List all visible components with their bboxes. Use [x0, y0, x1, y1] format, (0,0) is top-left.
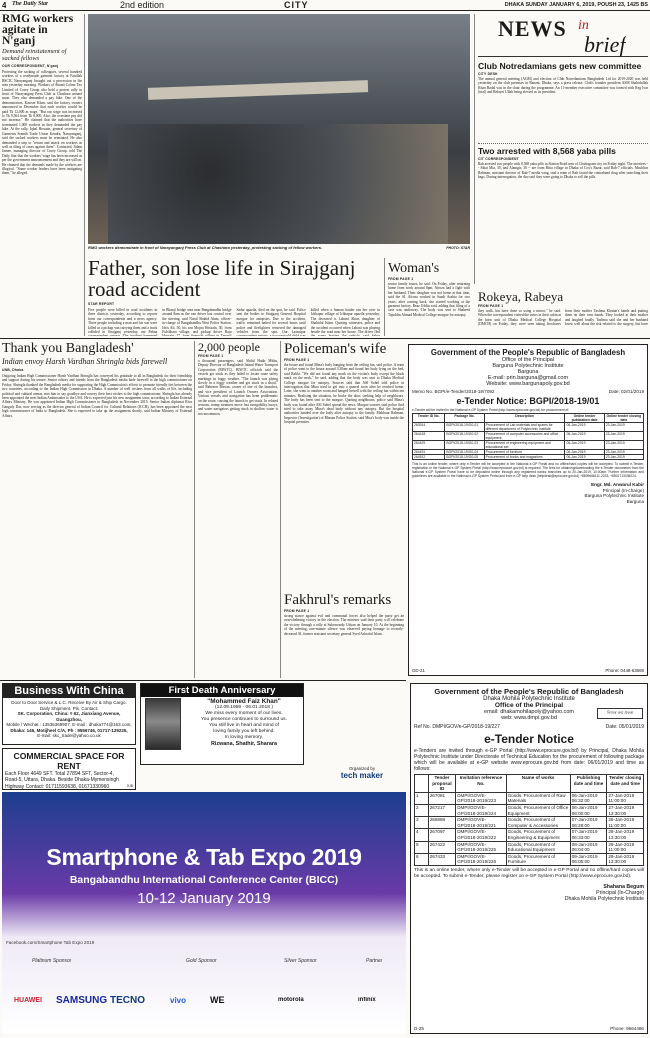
business-line-6: E-mail: skc_trade@yahoo.co.uk — [37, 733, 101, 738]
cell: 06-Jan-2019 06:00:00 — [570, 804, 607, 816]
brief-item2-byline: CIT CORRESPONDENT — [478, 157, 519, 161]
dhaka-signer-role: Principal (In-Charge) — [596, 889, 644, 896]
col-header: Tender proposal ID — [428, 775, 455, 793]
rmg-subhead: Demand reinstatement of sacked fellows — [2, 48, 67, 62]
dhaka-signature — [414, 884, 644, 903]
col-header: Tender closing date and time — [607, 775, 644, 793]
cell: Procurement of furniture — [484, 450, 565, 455]
sponsor-logo-huawei: HUAWEI — [14, 997, 42, 1004]
table-row — [415, 792, 644, 804]
cell: 267422 — [428, 841, 455, 853]
barguna-table — [412, 413, 644, 460]
rmg-photo-caption — [88, 245, 470, 253]
people-kicker: FROM PAGE 1 — [198, 354, 224, 358]
policeman-article — [284, 341, 404, 591]
dhaka-stamp: নিজস্ব ক্রয় প্রকল্প — [597, 708, 643, 719]
barguna-footer — [412, 668, 644, 673]
table-row — [415, 804, 644, 816]
dhaka-footer — [414, 1026, 644, 1031]
cell: BGPI/2018-19/G0-05 — [445, 455, 484, 460]
brief-item2-title: Two arrested with 8,568 yaba pills — [478, 146, 616, 156]
dhaka-email: email: dhakamohilapoly@yahoo.com — [484, 709, 574, 715]
commercial-space-ad — [2, 748, 136, 790]
barguna-signer-inst: Barguna Polytechnic Institute — [584, 493, 644, 499]
cell: 267097 — [428, 829, 455, 841]
col-header: Online tender closing date — [604, 414, 643, 423]
cell: Goods, Procurement of Furniture — [506, 853, 570, 865]
silver-label: Silver Sponsor — [284, 958, 317, 964]
sponsor-logo-tecno: TECNO — [110, 995, 145, 1006]
cell: Goods, Procurement of Engineering & Equipment — [506, 829, 570, 841]
barguna-inst: Barguna Polytechnic Institute — [492, 363, 564, 369]
masthead — [0, 0, 650, 11]
cell: 06-Jan-2019 — [565, 450, 604, 455]
col-header — [415, 775, 429, 793]
death-line-3: You still live in heart and mind of — [209, 723, 279, 728]
cell: 23-Jan-2019 — [604, 423, 643, 432]
dhaka-phone: Phone: 9664486 — [610, 1026, 644, 1031]
col-header: Publishing date and time — [570, 775, 607, 793]
brief-logo-brief: brief — [584, 32, 626, 57]
fakhrul-article — [284, 592, 404, 678]
people-headline: 2,000 people — [198, 341, 260, 354]
cell: 23-Jan-2019 — [604, 432, 643, 441]
cell: 1 — [415, 792, 429, 804]
cell: 264418 — [413, 432, 445, 441]
barguna-place: Barguna — [517, 369, 539, 375]
cell: Procurement of computer accessories and office equipment — [484, 432, 565, 441]
dhaka-code: D-25 — [414, 1026, 424, 1031]
barguna-date: Date: 02/01/2019 — [608, 389, 644, 394]
barguna-signer-role: Principal (In-charge) — [602, 487, 644, 493]
business-line-4: Mobile / Wechat : 13535369907, E-mail : dhaka774@163.com, — [6, 722, 132, 727]
dhaka-intro: e-Tenders are invited through e-GP Portal (http://www.eprocure.gov.bd) by Principal, Dhaka Mohila Polytechnic Institute under Directorate of Technical Education for the procurement of following package which will be available at e-GP website www.eprocure.gov.bd from date: 06/01/2019 and time as follows: — [414, 748, 644, 772]
barguna-intro: e-Tender will be invited in the National e-GP System Portal (http://www.eprocure.gov.bd) for procurement of: — [412, 408, 570, 412]
people-article — [198, 341, 278, 678]
cell: Goods, Procurement of Educational Equipment — [506, 841, 570, 853]
cell: 27-Jan-2019 11:00:00 — [607, 792, 644, 804]
rmg-caption-text: RMG workers demonstrate in front of Narayanganj Press Club at Chashara yesterday, protesting sacking of fellow workers. — [88, 245, 323, 250]
cell: DMPI/GOV/E-GP/2018-2019/221 — [456, 817, 506, 829]
expo-venue: Bangabandhu International Conference Center (BICC) — [69, 874, 339, 886]
business-line-2: Daily Shipment. Pls. Contact: — [39, 705, 99, 711]
commercial-code: DJB — [126, 784, 133, 788]
fakhrul-headline: Fakhrul's remarks — [284, 592, 392, 608]
dhaka-table — [414, 774, 644, 866]
sponsor-logo-motorola: motorola — [278, 997, 304, 1003]
cell: Goods, Procurement of Office Equipment — [507, 804, 569, 816]
cell: 28-Jan-2019 13:30:00 — [607, 829, 644, 841]
edition-label: 2nd edition — [120, 0, 165, 10]
cell: Procurement of engineering equipment and educational set — [484, 441, 565, 450]
cell: 06-Jan-2019 — [565, 441, 604, 450]
policeman-headline: Policeman's wife — [284, 341, 387, 357]
table-row — [413, 441, 644, 450]
cell: Procurement of books and magazines — [484, 455, 565, 460]
cell: 06-Jan-2019 — [565, 455, 604, 460]
woman-body: senior family issues, he said. On Friday, after returning home from work around 8pm, Afroza had a fight with her husband. Their daughter was not home at that time, said the SI. Afroza worked in Saudi Arabia for two years; after coming back, she started working at the garment factory. Reaz Uddin said, adding that filing of a case was underway. The body was sent to Shaheed Tajuddin Ahmad Medical College morgue for autopsy. — [388, 282, 470, 317]
cell: DMPI/GOV/E-GP/2018-2019/222 — [456, 829, 506, 841]
sponsor-logo-infinix: infinix — [358, 997, 376, 1003]
dhaka-signer: Shahana Begum — [603, 883, 644, 890]
policeman-body: the house and found Mina's body hanging from the ceiling fan, said police. A team of police went to the house around 3.30am and found her body lying on the bed, said Rabbi. "We did not found any mark on the victim's body except the black mark on the neck," he said, adding that the body was sent to Dhaka Medical College morgue for autopsy. Sources said that ASI Sohel told police in interrogation that Mina tried to get into a quarrel soon after he reached home. Later, she went to another room and hanged herself with the ceiling fan within ten minutes. Realising the situation, he broke the door, seeking help of neighbours. The body has been sent to the morgue. Quoting neighbours, police said Mina's body was found after ASI Sohel spread the news. Morgue sources said police find tried to take away Mina's dead body without any autopsy. But the hospital authorities handed over the body after autopsy to the family. Mahbuur Rahman, Inspector (Investigation) of Bhasan Police Station, said Mira's body was inside the hospital premises. — [284, 363, 404, 425]
cell: 4 — [415, 829, 429, 841]
barguna-gov: Government of the People's Republic of Bangladesh — [430, 348, 626, 357]
table-header — [415, 775, 644, 793]
dhaka-ref-row — [414, 724, 644, 730]
commercial-line-3: Highway Contact: 01711593638, 01671330960 — [5, 783, 110, 790]
people-body: a thousand passengers, said Abdul Hadir Mithu, Deputy Director of Bangladesh Inland Water Transport Corporation (BIWTC). BIWTC officials said the vessels got stuck as they failed to locate route safety markings in foggy weather. "The launch was plying slowly in a foggy weather and got stuck in a shoal," said Rabeeon Biswas, owner of one of the launches, and vice president of Launch Owners Association. Various vessels and navigation has been problematic on the route, causing the launch to get stuck. In related seasons, tramp steamers move fast navigability buoys, and water navigators getting stuck in shallow water is not uncommon. — [198, 359, 278, 416]
table-header — [413, 414, 644, 423]
smartphone-expo-ad — [2, 792, 406, 1034]
fakhrul-body: strong stance against evil and communal forces also helped the party get an overwhelming victory in the election. The minister said their party will celebrate the victory through a rally at Suhrawardy Udyan on January 10. At the beginning of the meeting, one-minute silence was observed paying homage to recently-deceased AL former assistant secretary general Syed Ashraful Islam. — [284, 614, 404, 636]
cell: 08-Jan-2019 06:04:00 — [570, 841, 607, 853]
cell: BGPI/2018-19/G0-04 — [445, 450, 484, 455]
table-row — [413, 423, 644, 432]
cell: 07-Jan-2019 06:28:00 — [570, 817, 607, 829]
page-number: 4 — [2, 1, 7, 10]
cell: 263914 — [413, 423, 445, 432]
cell: 29-Jan-2019 13:30:00 — [607, 853, 644, 865]
table-row — [413, 432, 644, 441]
brief-logo — [478, 14, 648, 57]
barguna-email: E-mail: prin.barguna@gmail.com — [487, 375, 569, 381]
woman-kicker: FROM PAGE 1 — [388, 277, 414, 281]
brief-logo-news: NEWS — [498, 16, 567, 41]
dhaka-signer-inst: Dhaka Mohila Polytechnic Institute — [564, 896, 644, 903]
cell: 3 — [415, 817, 429, 829]
cell: Goods, Procurement of Computer & Accessories — [506, 817, 570, 829]
table-row — [415, 841, 644, 853]
rmg-byline: OUR CORRESPONDENT, N'ganj — [2, 64, 59, 68]
cell: 28-Jan-2019 11:00:00 — [607, 817, 644, 829]
cell: 23-Jan-2019 — [604, 450, 643, 455]
cell: DMPI/GOV/E-GP/2018-2019/224 — [456, 804, 506, 816]
gold-label: Gold Sponsor — [186, 958, 217, 964]
sponsor-logo-samsung: SAMSUNG — [56, 995, 108, 1006]
sirajganj-byline: STAR REPORT — [88, 302, 115, 306]
business-title: Business With China — [3, 684, 135, 698]
cell: 29-Jan-2019 11:00:00 — [607, 841, 644, 853]
organizer-label: Organized by — [348, 766, 376, 771]
barguna-signer-place: Barguna — [626, 498, 644, 504]
cell: 23-Jan-2019 — [604, 441, 643, 450]
brief-logo-in: in — [578, 18, 589, 33]
barguna-tender-ad — [408, 344, 648, 676]
barguna-footnote: This is an online tender, where only e-Tender will be accepted in the National e-GP Portal and no offline/hard copies will be accepted. To submit e-Tender, registration in the National e-GP System Portal (http://www.eprocure.gov.bd) is required. The fees for obtaining/downloading the e-Tender documents from the National e-GP System Portal have to be deposited online through any registered banks branches up to 20-Jan-2019, 10:00am. Further information and guidelines are available in the National e-GP System Portal and from e-GP help desk (helpdesk@eprocure.gov.bd) +8809666111-2233, +8801713035224. — [412, 462, 644, 478]
cell: 23-Jan-2019 — [604, 455, 643, 460]
cell: DMPI/GOV/E-GP/2018-2019/225 — [456, 841, 506, 853]
death-dates: (12.09.1959 - 06.01.2018 ) — [215, 705, 273, 710]
rmg-body: Protesting the sacking of colleagues, several hundred workers of a readymade garment factory at Fatullah BSCIC Narayanganj brought out a procession in the area yesterday morning. Workers of Abanti Colour Tex Limited of Corey Group also held a protest rally in front of Narayanganj Press Club at Chashara around noon. They also demanded a pay hike. One of the demonstrators, Kawser Khan, said the factory owners announced in December that each worker would be paid Tk 12,000 as wage. "But our wage was increased to Tk 9,564 from Tk 8,000. Also, the overtime pay did not increase." He claimed that the authorities have terminated 1,000 workers as they demanded the pay hike. At the rally, Iqbal Hossain, general secretary of Garments Sramik Trade Union Kendra, Narayanganj, said the sacked workers must be reinstated. He also demanded a step to "return and attack on workers as well as filing of cases against them". Contacted, Jidam Jamee, managing director of Corey Group, told The Daily Star that the workers' wage has been increased as per the government announcement and they are still on. He claimed that the demands made by the workers are illogical. "Some worker leaders have been instigating them," he alleged. — [2, 70, 82, 176]
table-row — [415, 853, 644, 865]
cell: 09-Jan-2019 06:05:00 — [570, 853, 607, 865]
platinum-label: Platinum Sponsor — [32, 958, 72, 964]
fakhrul-kicker: FROM PAGE 1 — [284, 609, 310, 613]
dhaka-mohila-tender-ad — [410, 683, 648, 1034]
cell: 264512 — [413, 455, 445, 460]
barguna-signer: Engr. Md. Anwarul Kabir — [591, 482, 644, 487]
dhaka-date: Date: 05/01/2019 — [605, 724, 644, 730]
dateline: DHAKA SUNDAY JANUARY 6, 2019, POUSH 23, 1425 BS — [504, 2, 648, 8]
commercial-line-1: Each Floor 4649 SFT. Total 27894 SFT, Sector-4, — [5, 771, 114, 777]
section-label: CITY — [284, 0, 309, 10]
cell: 06-Jan-2019 — [565, 423, 604, 432]
sirajganj-body: Five people were killed in road accidents in three districts yesterday, according to reports from our correspondents and a news agency. Three people including a man and his son were killed as a pickup van carrying them and a truck collided in Sirajganj yesterday, our Pabna in Bhanji bridge area near Bangabandhu bridge around 8am as the van driver lost control over the steering, said Nurul Shahid Alam, officer-in-charge of Bangabandhu West Police Station. Idris Ali, 50, his son Mojnu Hossain, 30, from Fulchhara village, and pickup driver Raju Sadar upazila, died on the spot, he said. Police sent the bodies to Sirajganj General Hospital morgue for autopsies. Due to the accident, traffic remained halted for several hours until police and firefighters removed the damaged vehicles from the spot. Our Laxmipur killed when a human hauler ran her over in Ichhapur village of Ichhapur upazila yesterday. The deceased is Labani Aktar, daughter of Shahidul Islam. Quoting witnesses, police and the accident occurred when Labani was playing beside the road near her house. The driver fled — [88, 308, 380, 335]
cell: 27-Jan-2019 13:30:00 — [607, 804, 644, 816]
cell: 264429 — [413, 441, 445, 450]
policeman-kicker: FROM PAGE 1 — [284, 358, 310, 362]
dhaka-ref: Ref No. DMPI/GOV/e-GP/2018-19/227 — [414, 724, 500, 730]
cell: Procurement of Lab materials and spares for different department of Polytechnic Institute — [484, 423, 565, 432]
col-header: Tender ID No. — [413, 414, 445, 423]
thanks-article — [2, 341, 192, 678]
cell: 2 — [415, 804, 429, 816]
death-name: "Mohammed Faiz Khan" — [207, 698, 281, 705]
death-anniversary-ad — [140, 683, 304, 765]
death-title: First Death Anniversary — [141, 684, 303, 697]
rokeya-headline: Rokeya, Rabeya — [478, 290, 564, 304]
death-line-2: You presence continues to surround us. — [200, 717, 287, 722]
business-line-5: Dhaka: 146, Motijheel C/A, Ph : 9556746, 01717-129225, — [10, 727, 128, 733]
table-row — [415, 829, 644, 841]
brief-item1-byline: CITY DESK — [478, 72, 498, 76]
expo-title: Smartphone & Tab Expo 2019 — [46, 844, 362, 870]
cell: 267081 — [428, 792, 455, 804]
partner-label: Partner — [366, 958, 383, 964]
col-header: Description — [484, 414, 565, 423]
cell: DMPI/GOV/E-GP/2018-2019/226 — [456, 853, 506, 865]
cell: BGPI/2018-19/G0-02 — [445, 432, 484, 441]
barguna-title: e-Tender Notice: BGPI/2018-19/01 — [456, 396, 600, 406]
expo-facebook: Facebook.com/Smartphone Tab Expo 2019 — [6, 940, 95, 945]
cell: Goods, Procurement of Raw Materials — [506, 792, 570, 804]
dhaka-gov: Government of the People's Republic of Bangladesh — [434, 687, 624, 696]
cell: 06-Jan-2019 — [565, 432, 604, 441]
barguna-code: GD-21 — [412, 668, 425, 673]
dhaka-inst: Dhaka Mohila Polytechnic Institute — [483, 696, 575, 702]
barguna-office: Office of the Principal — [501, 357, 555, 363]
dhaka-title: e-Tender Notice — [484, 732, 574, 746]
rmg-photo-credit: PHOTO: STAR — [446, 246, 470, 250]
sponsor-logo-vivo: vivo — [170, 996, 187, 1005]
col-header: Invitation reference No. — [456, 775, 506, 793]
dhaka-footnote: This is an online tender, where only e-Tender will be accepted in e-GP Portal and no offline/hard copies will be accepted. To submit e-Tender, please register on e-GP System Portal (http://www.eprocure.gov.bd). — [414, 867, 644, 879]
business-line-1: Door to Door Service & L.C. Receive By Air & Ship Cargo. — [11, 700, 127, 705]
rokeya-article — [478, 290, 648, 336]
barguna-memo: Memo No. BGPI/e-Tender/2018-19/7092 — [412, 389, 495, 394]
business-line-3: SK. Corporation, China: # 62, Jianxiang Avenue, Guangzhou, — [17, 711, 121, 722]
organizer-block — [320, 766, 404, 788]
sponsor-logo-we: WE — [210, 995, 225, 1005]
cell: 07-Jan-2019 06:33:00 — [570, 829, 607, 841]
brief-item1-title: Club Notredamians gets new committee — [478, 61, 642, 71]
sirajganj-article — [88, 258, 380, 336]
brief-item1-body: The annual general meeting (AGM) and election of Club Notredamians Bangladesh Ltd for 2019-2020 was held yesterday on the club premises in Banani, Dhaka, says a press release. Club's founder president ASM Shahidullah Khan Badal was in the chair during the programme. An 11-member executive committee was formed with Reg Ivar (trial) and Belayet Ullah being elected as its president. — [478, 77, 648, 95]
commercial-title: COMMERCIAL SPACE FOR RENT — [13, 751, 125, 771]
table-row — [413, 455, 644, 460]
barguna-memo-row — [412, 389, 644, 394]
paper-name: The Daily Star — [12, 1, 49, 7]
thanks-byline: UNB, Dhaka — [2, 368, 24, 372]
barguna-web: Website: www.bargunapoly.gov.bd — [486, 381, 570, 387]
death-line-1: We miss every moment of our lives. — [205, 711, 283, 716]
news-in-brief — [478, 14, 648, 284]
thanks-headline: Thank you Bangladesh' — [2, 341, 134, 356]
business-china-ad — [2, 683, 136, 745]
commercial-line-2: Road-5, Uttara, Dhaka. Beside Dhaka-Mymensingh — [5, 777, 119, 784]
woman-article — [388, 262, 470, 336]
cell: DMPI/GOV/E-GP/2018-2019/223 — [456, 792, 506, 804]
death-portrait — [145, 698, 181, 750]
cell: 267433 — [428, 853, 455, 865]
cell: 267217 — [428, 804, 455, 816]
cell: 5 — [415, 841, 429, 853]
organizer-logo: tech maker — [340, 771, 384, 780]
cell: BGPI/2018-19/G0-01 — [445, 423, 484, 432]
col-header: Online tender publication date — [565, 414, 604, 423]
death-line-4: loving family you left behind. — [213, 729, 275, 734]
death-signature: Rizwana, Shathir, Sharara — [211, 741, 277, 747]
dhaka-office: Office of the Principal — [494, 702, 564, 709]
death-line-5: In loving memory, — [224, 735, 264, 740]
expo-dates: 10-12 January 2019 — [137, 890, 271, 907]
sirajganj-headline: Father, son lose life in Sirajganj road accident — [88, 258, 356, 301]
cell: 265888 — [428, 817, 455, 829]
col-header: Package No. — [445, 414, 484, 423]
thanks-body: Outgoing Indian High Commissioner Harsh Vardhan Shringla has conveyed his gratitude to all in Bangladesh for their friendship and support during his tenure. Senior editors and friends from the Bangladesh media bade farewell to the high commissioner on Friday. Shringla thanked the Bangladesh media for supporting the High Commission's efforts to promote friendly ties between the two countries, according to the Indian High Commission in Dhaka. A number of well wishers from all walks of life, including political and cultural arenas, met him to say goodbye and convey their best wishes to the high commissioner. Shringla has already been appointed the next Indian Ambassador to the USA. He is expected join his new assignment soon, according to Indian External Affairs Ministry. He was appointed Indian High Commissioner to Bangladesh in November 2015. Senior Indian diplomat Riva Ganguly Das, now serving as the director general of Indian Council for Cultural Relations (ICCR), has been appointed the next high commissioner of India to Bangladesh. She is expected to take up the assignment shortly, said Indian Ministry of External Affairs. — [2, 374, 192, 418]
dhaka-web: web: www.dmpi.gov.bd — [501, 715, 557, 721]
barguna-signature — [412, 482, 644, 504]
cell: 06-Jan-2019 06:32:00 — [570, 792, 607, 804]
rmg-article — [2, 14, 82, 332]
thanks-subhead: Indian envoy Harsh Vardhan Shringla bids farewell — [2, 357, 168, 366]
woman-headline: Woman's — [388, 262, 440, 276]
rmg-headline: RMG workers agitate in N'ganj — [2, 14, 74, 47]
cell: BGPI/2018-19/G0-03 — [445, 441, 484, 450]
rokeya-kicker: FROM PAGE 1 — [478, 304, 504, 308]
brief-item2-body: Rab arrested two people with 8,568 yaba pills in Station Road area of Chattogram city on Friday night. The arrestees -- Sihat Mia, 30, and Alamgir, 30 -- are from Bitia village in Dhaka of Cox's Bazar, said Rab-7 officials. Mashfiur Rahman, assistant director of Rab-7 media wing, said a team of Rab found the contraband drug after searching their bags. During interrogation, the duo said they were going to Dhaka to sell the pills. — [478, 162, 648, 180]
cell: 6 — [415, 853, 429, 865]
barguna-phone: Phone: 0448-63669 — [605, 668, 644, 673]
rokeya-body: they walk, but have done so using a mirror," he said. When the correspondent visited the twins in their cabin at the burn unit of Dhaka Medical College Hospital (DMCH) on Friday, they were seen taking brochures from their mother Taslima Khatun's hands and putting them on their own hands. They looked at their mother and laughed loudly. Taslima said she and her husband know well about the risk related to the surgery, but have — [478, 309, 648, 327]
col-header: Name of works — [506, 775, 570, 793]
table-row — [415, 817, 644, 829]
cell: 264431 — [413, 450, 445, 455]
rmg-photo — [88, 14, 470, 244]
